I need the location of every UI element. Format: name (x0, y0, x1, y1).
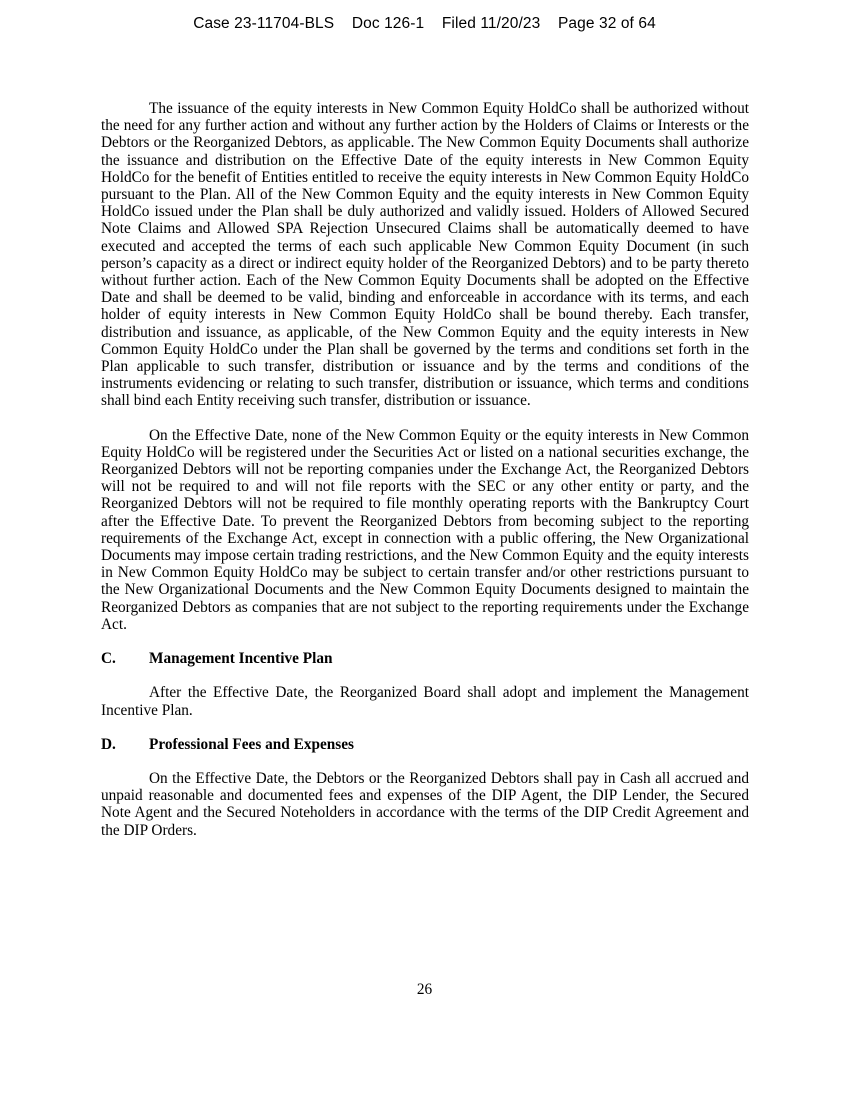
section-heading-c (101, 650, 749, 667)
page-number: 26 (416, 981, 433, 998)
paragraph-equity-issuance: The issuance of the equity interests in New Common Equity HoldCo shall be authorized without the need for any further action and without any further action by the Holders of Claims or Interests or the Debtors or the Reorganized Debtors, as applicable. The New Common Equity Documents shall authorize the issuance and distribution on the Effective Date of the equity interests in New Common Equity HoldCo for the benefit of Entities entitled to receive the equity interests in New Common Equity HoldCo pursuant to the Plan. All of the New Common Equity and the equity interests in New Common Equity HoldCo issued under the Plan shall be duly authorized and validly issued. Holders of Allowed Secured Note Claims and Allowed SPA Rejection Unsecured Claims shall be automatically deemed to have executed and accepted the terms of each such applicable New Common Equity Document (in such person’s capacity as a direct or indirect equity holder of the Reorganized Debtors) and to be party thereto without further action. Each of the New Common Equity Documents shall be adopted on the Effective Date and shall be deemed to be valid, binding and enforceable in accordance with its terms, and each holder of equity interests in New Common Equity HoldCo shall be bound thereby. Each transfer, distribution and issuance, as applicable, of the New Common Equity and the equity interests in New Common Equity HoldCo under the Plan shall be governed by the terms and conditions set forth in the Plan applicable to such transfer, distribution or issuance and by the terms and conditions of the instruments evidencing or relating to such transfer, distribution or issuance, which terms and conditions shall bind each Entity receiving such transfer, distribution or issuance. (101, 100, 749, 410)
section-letter: C. (101, 650, 116, 668)
section-title: Management Incentive Plan (149, 650, 333, 668)
section-heading-d (101, 736, 749, 753)
document-body (101, 100, 749, 856)
section-letter: D. (101, 735, 116, 753)
paragraph-management-incentive: After the Effective Date, the Reorganized Board shall adopt and implement the Management Incentive Plan. (101, 684, 749, 719)
paragraph-registration: On the Effective Date, none of the New Common Equity or the equity interests in New Common Equity HoldCo will be registered under the Securities Act or listed on a national securities exchange, the Reorganized Debtors will not be reporting companies under the Exchange Act, the Reorganized Debtors will not be required to and will not file reports with the SEC or any other entity or party, and the Reorganized Debtors will not be required to file monthly operating reports with the Bankruptcy Court after the Effective Date. To prevent the Reorganized Debtors from becoming subject to the reporting requirements of the Exchange Act, except in connection with a public offering, the New Organizational Documents may impose certain trading restrictions, and the New Common Equity and the equity interests in New Common Equity HoldCo may be subject to certain transfer and/or other restrictions pursuant to the New Organizational Documents and the New Common Equity Documents designed to maintain the Reorganized Debtors as companies that are not subject to the reporting requirements under the Exchange Act. (101, 426, 749, 633)
paragraph-professional-fees: On the Effective Date, the Debtors or the Reorganized Debtors shall pay in Cash all accrued and unpaid reasonable and documented fees and expenses of the DIP Agent, the DIP Lender, the Secured Note Agent and the Secured Noteholders in accordance with the terms of the DIP Credit Agreement and the DIP Orders. (101, 769, 749, 839)
case-header: Case 23-11704-BLS Doc 126-1 Filed 11/20/23 Page 32 of 64 (193, 15, 656, 32)
section-title: Professional Fees and Expenses (149, 735, 354, 753)
